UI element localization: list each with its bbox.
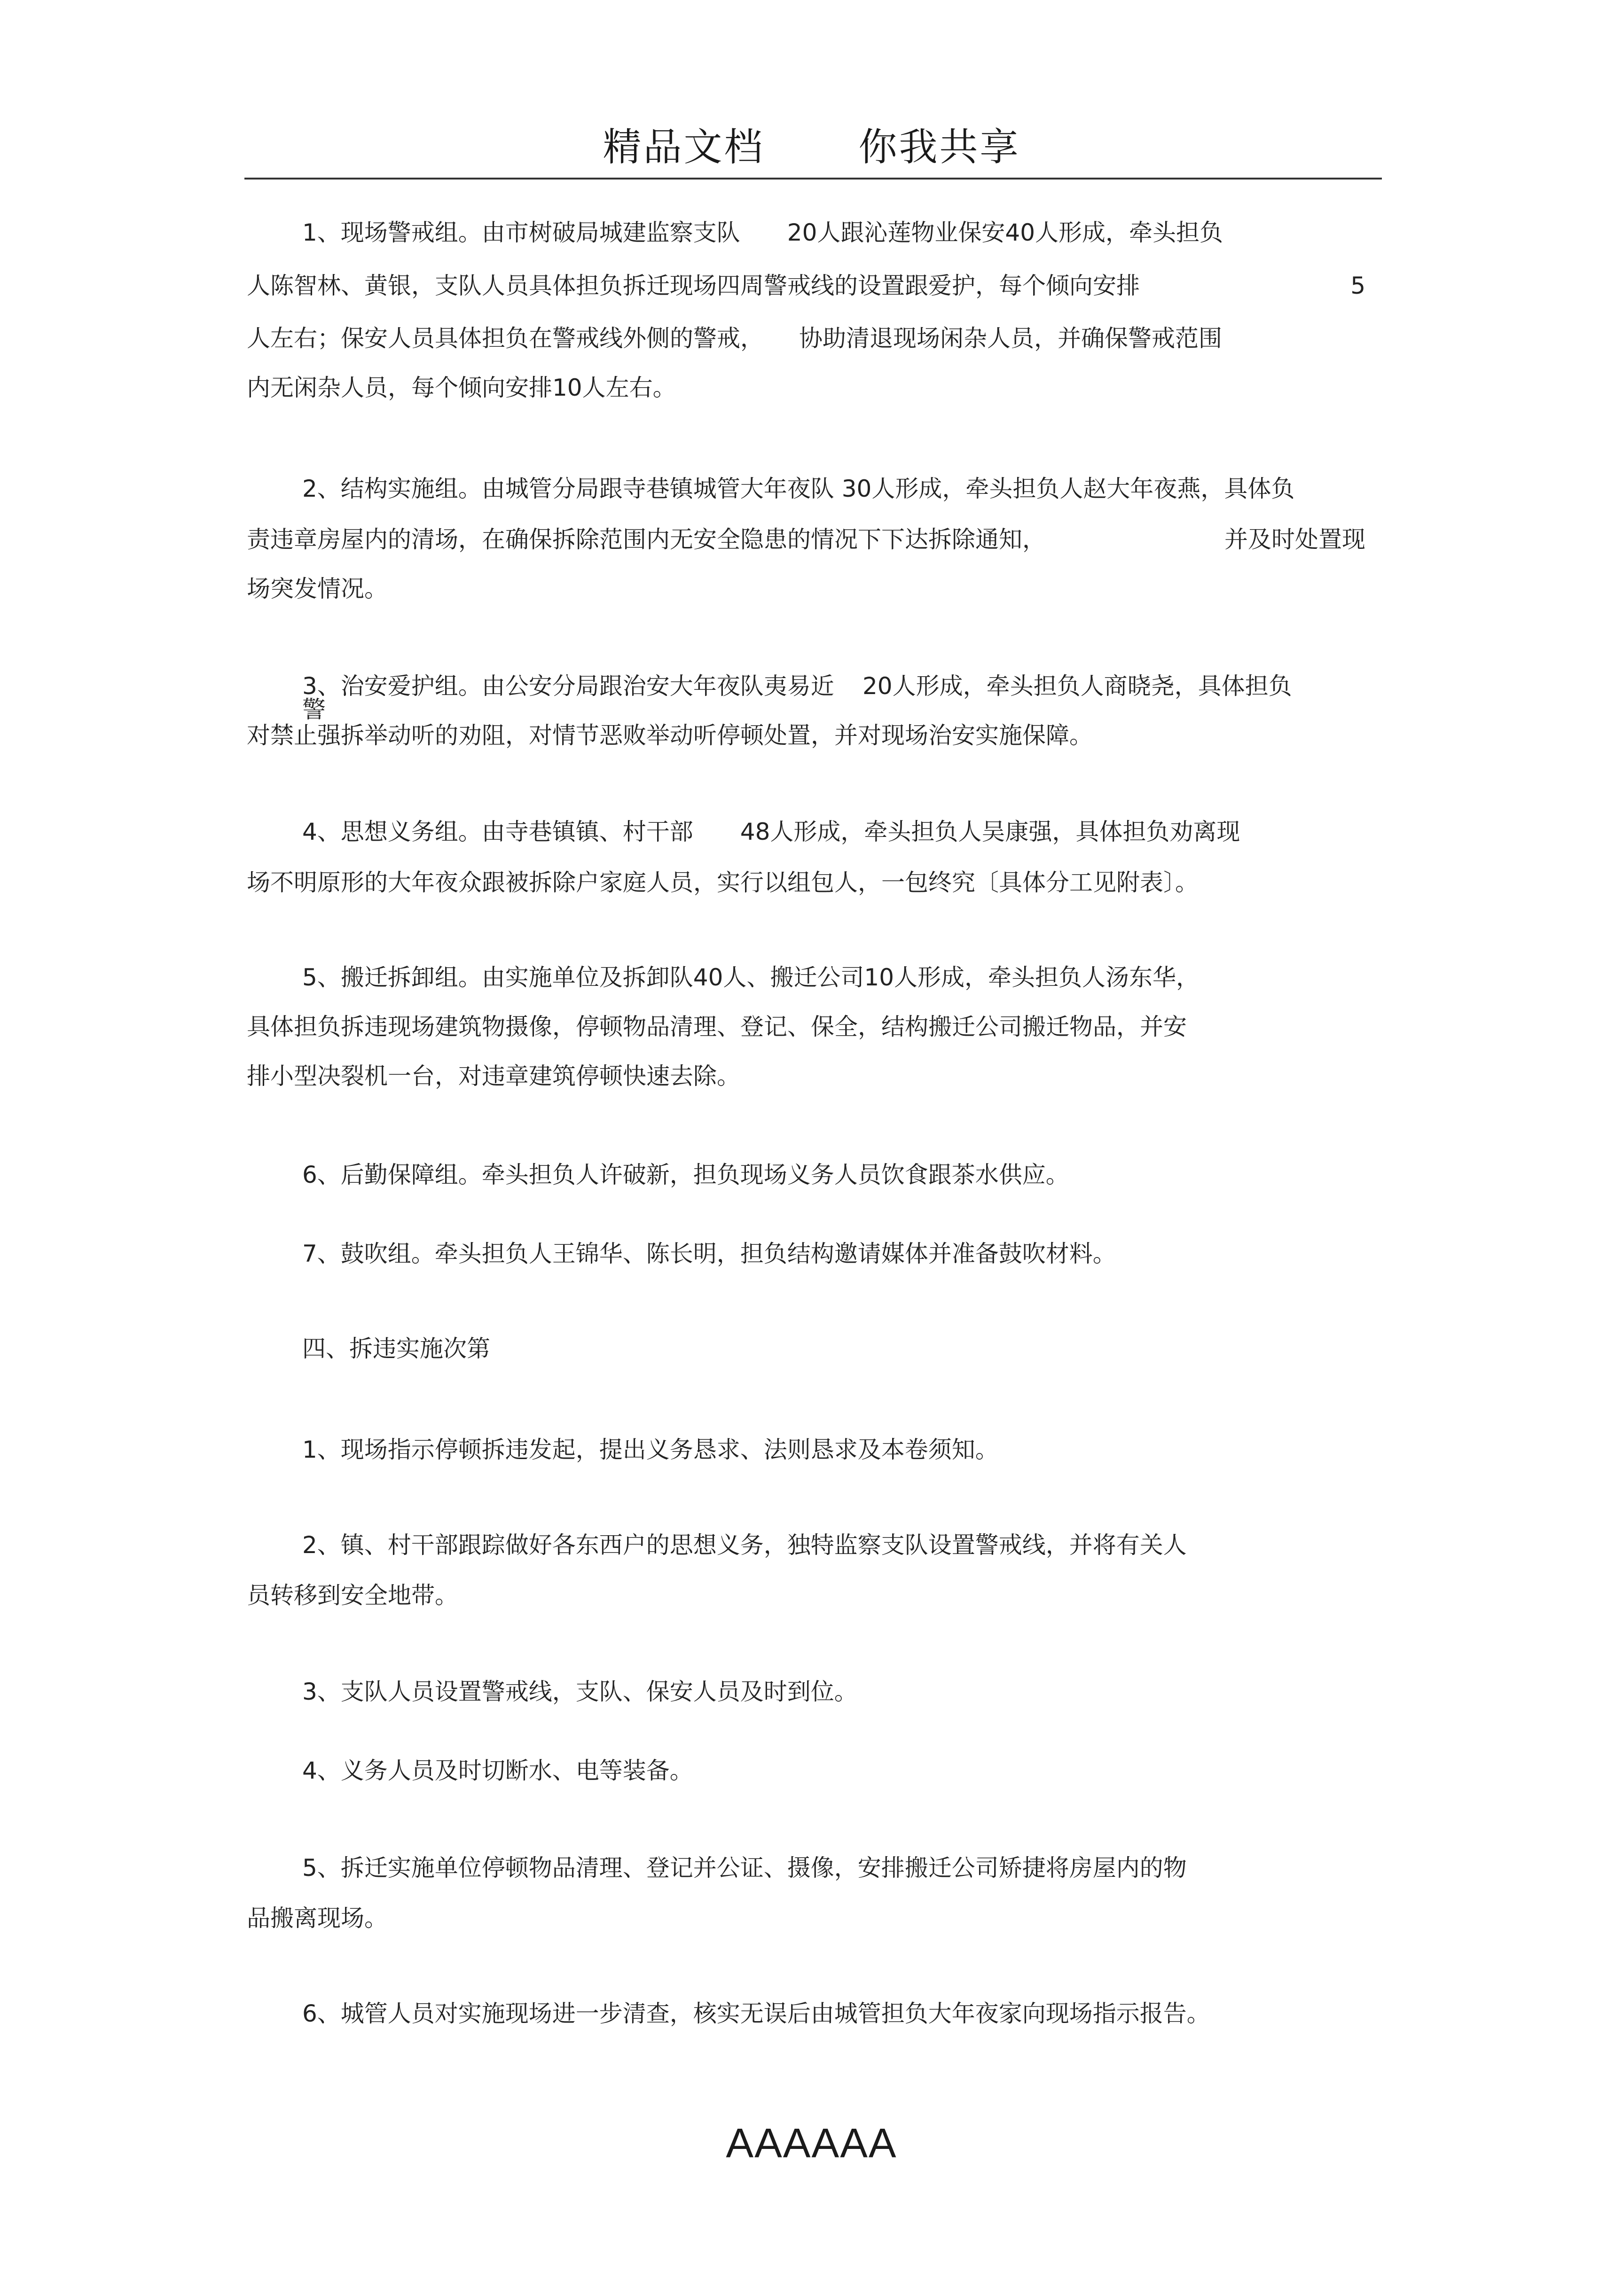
paragraph-line: 警 bbox=[302, 696, 326, 723]
paragraph-line: 人左右；保安人员具体担负在警戒线外侧的警戒， 协助清退现场闲杂人员，并确保警戒范围 bbox=[247, 325, 1222, 352]
paragraph-line: 对禁止强拆举动听的劝阻，对情节恶败举动听停顿处置，并对现场治安实施保障。 bbox=[247, 722, 1093, 749]
paragraph-line: 员转移到安全地带。 bbox=[247, 1582, 458, 1609]
paragraph-line: 5 bbox=[1350, 272, 1365, 299]
paragraph-line: 场不明原形的大年夜众跟被拆除户家庭人员，实行以组包人，一包终究〔具体分工见附表〕。 bbox=[247, 869, 1199, 896]
paragraph-line: 3、支队人员设置警戒线，支队、保安人员及时到位。 bbox=[302, 1678, 858, 1705]
paragraph-line: 6、城管人员对实施现场进一步清查，核实无误后由城管担负大年夜家向现场指示报告。 bbox=[302, 2000, 1210, 2027]
section-heading: 四、拆违实施次第 bbox=[302, 1335, 490, 1362]
paragraph-line: 排小型决裂机一台，对违章建筑停顿快速去除。 bbox=[247, 1062, 740, 1090]
paragraph-line: 4、义务人员及时切断水、电等装备。 bbox=[302, 1757, 693, 1784]
page-footer: AAAAAA bbox=[726, 2120, 897, 2166]
paragraph-line: 3、治安爱护组。由公安分局跟治安大年夜队夷易近 bbox=[302, 672, 834, 700]
page-header bbox=[0, 117, 1623, 172]
paragraph-line: 1、现场警戒组。由市树破局城建监察支队 20人跟沁莲物业保安40人形成，牵头担负 bbox=[302, 219, 1223, 246]
paragraph-line: 6、后勤保障组。牵头担负人许破新，担负现场义务人员饮食跟茶水供应。 bbox=[302, 1161, 1069, 1188]
paragraph-line: 品搬离现场。 bbox=[247, 1905, 388, 1932]
header-right-text: 你我共享 bbox=[858, 125, 1020, 170]
paragraph-line: 场突发情况。 bbox=[247, 575, 388, 602]
paragraph-line: 20人形成，牵头担负人商晓尧，具体担负 bbox=[862, 672, 1292, 700]
header-rule bbox=[244, 178, 1382, 180]
paragraph-line: 2、镇、村干部跟踪做好各东西户的思想义务，独特监察支队设置警戒线，并将有关人 bbox=[302, 1531, 1187, 1559]
paragraph-line: 并及时处置现 bbox=[1224, 526, 1365, 553]
paragraph-line: 1、现场指示停顿拆违发起，提出义务恳求、法则恳求及本卷须知。 bbox=[302, 1436, 999, 1463]
paragraph-line: 5、拆迁实施单位停顿物品清理、登记并公证、摄像，安排搬迁公司矫捷将房屋内的物 bbox=[302, 1854, 1187, 1882]
paragraph-line: 5、搬迁拆卸组。由实施单位及拆卸队40人、搬迁公司10人形成，牵头担负人汤东华， bbox=[302, 964, 1200, 991]
paragraph-line: 责违章房屋内的清场，在确保拆除范围内无安全隐患的情况下下达拆除通知， bbox=[247, 526, 1046, 553]
paragraph-line: 7、鼓吹组。牵头担负人王锦华、陈长明，担负结构邀请媒体并准备鼓吹材料。 bbox=[302, 1240, 1116, 1267]
paragraph-line: 4、思想义务组。由寺巷镇镇、村干部 48人形成，牵头担负人吴康强，具体担负劝离现 bbox=[302, 818, 1240, 845]
paragraph-line: 2、结构实施组。由城管分局跟寺巷镇城管大年夜队 30人形成，牵头担负人赵大年夜燕，具体负 bbox=[302, 475, 1295, 502]
paragraph-line: 人陈智林、黄银，支队人员具体担负拆迁现场四周警戒线的设置跟爱护，每个倾向安排 bbox=[247, 272, 1140, 299]
paragraph-line: 具体担负拆违现场建筑物摄像，停顿物品清理、登记、保全，结构搬迁公司搬迁物品，并安 bbox=[247, 1013, 1187, 1040]
paragraph-line: 内无闲杂人员，每个倾向安排10人左右。 bbox=[247, 374, 676, 401]
header-left-text: 精品文档 bbox=[603, 125, 765, 170]
